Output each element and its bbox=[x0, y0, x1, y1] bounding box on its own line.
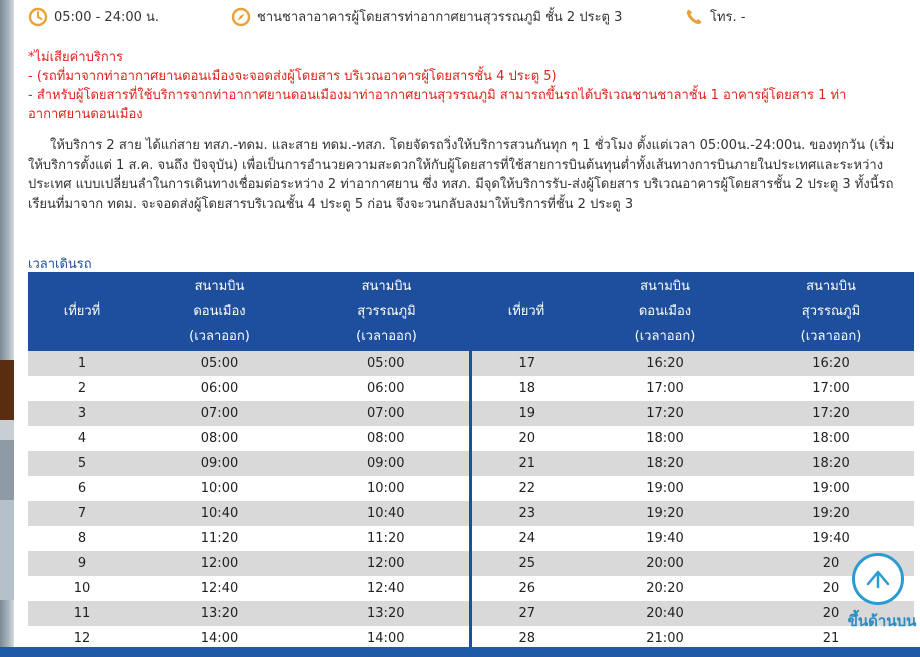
trip-number: 28 bbox=[470, 626, 582, 651]
table-row bbox=[28, 551, 914, 576]
phone-icon bbox=[684, 7, 704, 27]
dmk-time: 19:00 bbox=[582, 476, 748, 501]
trip-number: 5 bbox=[28, 451, 136, 476]
dmk-time: 17:20 bbox=[582, 401, 748, 426]
table-row bbox=[28, 451, 914, 476]
bkk-time: 05:00 bbox=[303, 351, 470, 376]
table-header-row bbox=[28, 272, 914, 351]
bkk-time: 17:00 bbox=[748, 376, 914, 401]
header-bkk bbox=[303, 272, 470, 351]
bkk-time: 08:00 bbox=[303, 426, 470, 451]
header-bkk-line3: (เวลาออก) bbox=[800, 329, 862, 344]
bkk-time: 18:20 bbox=[748, 451, 914, 476]
dmk-time: 12:40 bbox=[136, 576, 303, 601]
note-dropoff: - (รถที่มาจากท่าอากาศยานดอนเมืองจะจอดส่งผู้โดยสาร บริเวณอาคารผู้โดยสารชั้น 4 ประตู 5) bbox=[28, 69, 557, 84]
trip-number: 10 bbox=[28, 576, 136, 601]
header-dmk-line1: สนามบิน bbox=[194, 279, 245, 294]
trip-number: 20 bbox=[470, 426, 582, 451]
header-dmk-line1: สนามบิน bbox=[640, 279, 690, 294]
header-dmk-line2: ดอนเมือง bbox=[193, 304, 246, 319]
note-pickup: - สำหรับผู้โดยสารที่ใช้บริการจากท่าอากาศยานดอนเมืองมาท่าอากาศยานสุวรรณภูมิ สามารถขึ้นรถได้บริเวณชานชาลาชั้น 1 อาคารผู้โดยสาร 1 ท่าอากาศยานดอนเมือง bbox=[28, 88, 847, 122]
bkk-time: 17:20 bbox=[748, 401, 914, 426]
background-seg bbox=[0, 420, 14, 440]
dmk-time: 18:20 bbox=[582, 451, 748, 476]
phone-text: โทร. - bbox=[710, 10, 746, 25]
header-bkk-line1: สนามบิน bbox=[361, 279, 412, 294]
dmk-time: 09:00 bbox=[136, 451, 303, 476]
schedule-title: เวลาเดินรถ bbox=[28, 257, 92, 272]
header-dmk-right bbox=[582, 272, 748, 351]
dmk-time: 07:00 bbox=[136, 401, 303, 426]
trip-number: 26 bbox=[470, 576, 582, 601]
location-text: ชานชาลาอาคารผู้โดยสารท่าอากาศยานสุวรรณภูมิ ชั้น 2 ประตู 3 bbox=[257, 10, 623, 25]
dmk-time: 16:20 bbox=[582, 351, 748, 376]
header-dmk bbox=[136, 272, 303, 351]
hours-info bbox=[28, 6, 159, 27]
table-row bbox=[28, 426, 914, 451]
trip-number: 1 bbox=[28, 351, 136, 376]
table-row bbox=[28, 476, 914, 501]
bkk-time: 06:00 bbox=[303, 376, 470, 401]
trip-number: 8 bbox=[28, 526, 136, 551]
trip-number: 18 bbox=[470, 376, 582, 401]
bkk-time: 21 bbox=[748, 626, 914, 651]
dmk-time: 05:00 bbox=[136, 351, 303, 376]
header-trip: เที่ยวที่ bbox=[28, 272, 136, 351]
arrow-up-icon[interactable] bbox=[852, 553, 904, 605]
table-row bbox=[28, 501, 914, 526]
bkk-time: 09:00 bbox=[303, 451, 470, 476]
schedule-table bbox=[28, 272, 914, 651]
schedule-body bbox=[28, 351, 914, 651]
scroll-to-top-label[interactable]: ขึ้นด้านบน bbox=[847, 612, 917, 630]
dmk-time: 20:40 bbox=[582, 601, 748, 626]
trip-number: 4 bbox=[28, 426, 136, 451]
location-info bbox=[231, 6, 622, 27]
bkk-time: 10:40 bbox=[303, 501, 470, 526]
dmk-time: 10:40 bbox=[136, 501, 303, 526]
bkk-time: 19:20 bbox=[748, 501, 914, 526]
header-dmk-line3: (เวลาออก) bbox=[189, 329, 250, 344]
trip-number: 7 bbox=[28, 501, 136, 526]
bkk-time: 20 bbox=[748, 576, 914, 601]
trip-number: 2 bbox=[28, 376, 136, 401]
dmk-time: 21:00 bbox=[582, 626, 748, 651]
header-bkk-line2: สุวรรณภูมิ bbox=[357, 304, 416, 319]
table-row bbox=[28, 526, 914, 551]
dmk-time: 13:20 bbox=[136, 601, 303, 626]
table-row bbox=[28, 601, 914, 626]
bkk-time: 13:20 bbox=[303, 601, 470, 626]
dmk-time: 20:20 bbox=[582, 576, 748, 601]
bkk-time: 07:00 bbox=[303, 401, 470, 426]
trip-number: 17 bbox=[470, 351, 582, 376]
bkk-time: 20 bbox=[748, 551, 914, 576]
dmk-time: 19:20 bbox=[582, 501, 748, 526]
clock-icon bbox=[28, 7, 48, 27]
dmk-time: 06:00 bbox=[136, 376, 303, 401]
header-bkk-line3: (เวลาออก) bbox=[356, 329, 417, 344]
header-bkk-line2: สุวรรณภูมิ bbox=[801, 304, 861, 319]
dmk-time: 08:00 bbox=[136, 426, 303, 451]
bkk-time: 11:20 bbox=[303, 526, 470, 551]
scroll-to-top-button[interactable] bbox=[846, 545, 920, 645]
trip-number: 3 bbox=[28, 401, 136, 426]
trip-number: 23 bbox=[470, 501, 582, 526]
trip-number: 25 bbox=[470, 551, 582, 576]
bkk-time: 18:00 bbox=[748, 426, 914, 451]
bkk-time: 19:40 bbox=[748, 526, 914, 551]
bkk-time: 19:00 bbox=[748, 476, 914, 501]
table-row bbox=[28, 576, 914, 601]
trip-number: 19 bbox=[470, 401, 582, 426]
trip-number: 22 bbox=[470, 476, 582, 501]
bkk-time: 12:00 bbox=[303, 551, 470, 576]
dmk-time: 17:00 bbox=[582, 376, 748, 401]
bottom-bar bbox=[0, 647, 920, 657]
background-seg bbox=[0, 500, 14, 600]
trip-number: 12 bbox=[28, 626, 136, 651]
trip-number: 11 bbox=[28, 601, 136, 626]
compass-icon bbox=[231, 7, 251, 27]
background-seg bbox=[0, 360, 14, 420]
table-row bbox=[28, 376, 914, 401]
table-row bbox=[28, 401, 914, 426]
header-dmk-line3: (เวลาออก) bbox=[634, 329, 696, 344]
phone-info bbox=[684, 6, 746, 27]
dmk-time: 18:00 bbox=[582, 426, 748, 451]
bkk-time: 14:00 bbox=[303, 626, 470, 651]
dmk-time: 20:00 bbox=[582, 551, 748, 576]
trip-number: 27 bbox=[470, 601, 582, 626]
bkk-time: 12:40 bbox=[303, 576, 470, 601]
dmk-time: 19:40 bbox=[582, 526, 748, 551]
hours-text: 05:00 - 24:00 น. bbox=[54, 10, 160, 25]
trip-number: 24 bbox=[470, 526, 582, 551]
trip-number: 21 bbox=[470, 451, 582, 476]
page-background-strip bbox=[0, 0, 14, 657]
header-trip-right: เที่ยวที่ bbox=[470, 272, 582, 351]
service-description: ให้บริการ 2 สาย ได้แก่สาย ทสภ.-ทดม. และสาย ทดม.-ทสภ. โดยจัดรถวิ่งให้บริการสวนกันทุก ๆ 1 ชั่วโมง ตั้งแต่เวลา 05:00น.-24:00น. ของทุกวัน (เริ่มให้บริการตั้งแต่ 1 ส.ค. จนถึง ปัจจุบัน) เพื่อเป็นการอำนวยความสะดวกให้กับผู้โดยสารที่ใช้สายการบินต้นทุนต่ำทั้งเส้นทางการบินภายในประเทศและระหว่างประเทศ แบบเปลี่ยนลำในการเดินทางเชื่อมต่อระหว่าง 2 ท่าอากาศยาน ซึ่ง ทสภ. มีจุดให้บริการรับ-ส่งผู้โดยสาร บริเวณอาคารผู้โดยสารชั้น 2 ประตู 3 ทั้งนี้รถเรียนที่มาจาก ทดม. จะจอดส่งผู้โดยสารบริเวณชั้น 4 ประตู 5 ก่อน จึงจะวนกลับลงมาให้บริการที่ชั้น 2 ประตู 3 bbox=[28, 138, 895, 212]
trip-number: 6 bbox=[28, 476, 136, 501]
bkk-time: 16:20 bbox=[748, 351, 914, 376]
dmk-time: 12:00 bbox=[136, 551, 303, 576]
dmk-time: 10:00 bbox=[136, 476, 303, 501]
note-free: *ไม่เสียค่าบริการ bbox=[28, 50, 123, 65]
bkk-time: 10:00 bbox=[303, 476, 470, 501]
header-bkk-right bbox=[748, 272, 914, 351]
header-dmk-line2: ดอนเมือง bbox=[638, 304, 692, 319]
header-bkk-line1: สนามบิน bbox=[806, 279, 856, 294]
dmk-time: 11:20 bbox=[136, 526, 303, 551]
background-seg bbox=[0, 440, 14, 500]
service-notes bbox=[28, 48, 898, 124]
table-row bbox=[28, 351, 914, 376]
trip-number: 9 bbox=[28, 551, 136, 576]
dmk-time: 14:00 bbox=[136, 626, 303, 651]
bkk-time: 20 bbox=[748, 601, 914, 626]
